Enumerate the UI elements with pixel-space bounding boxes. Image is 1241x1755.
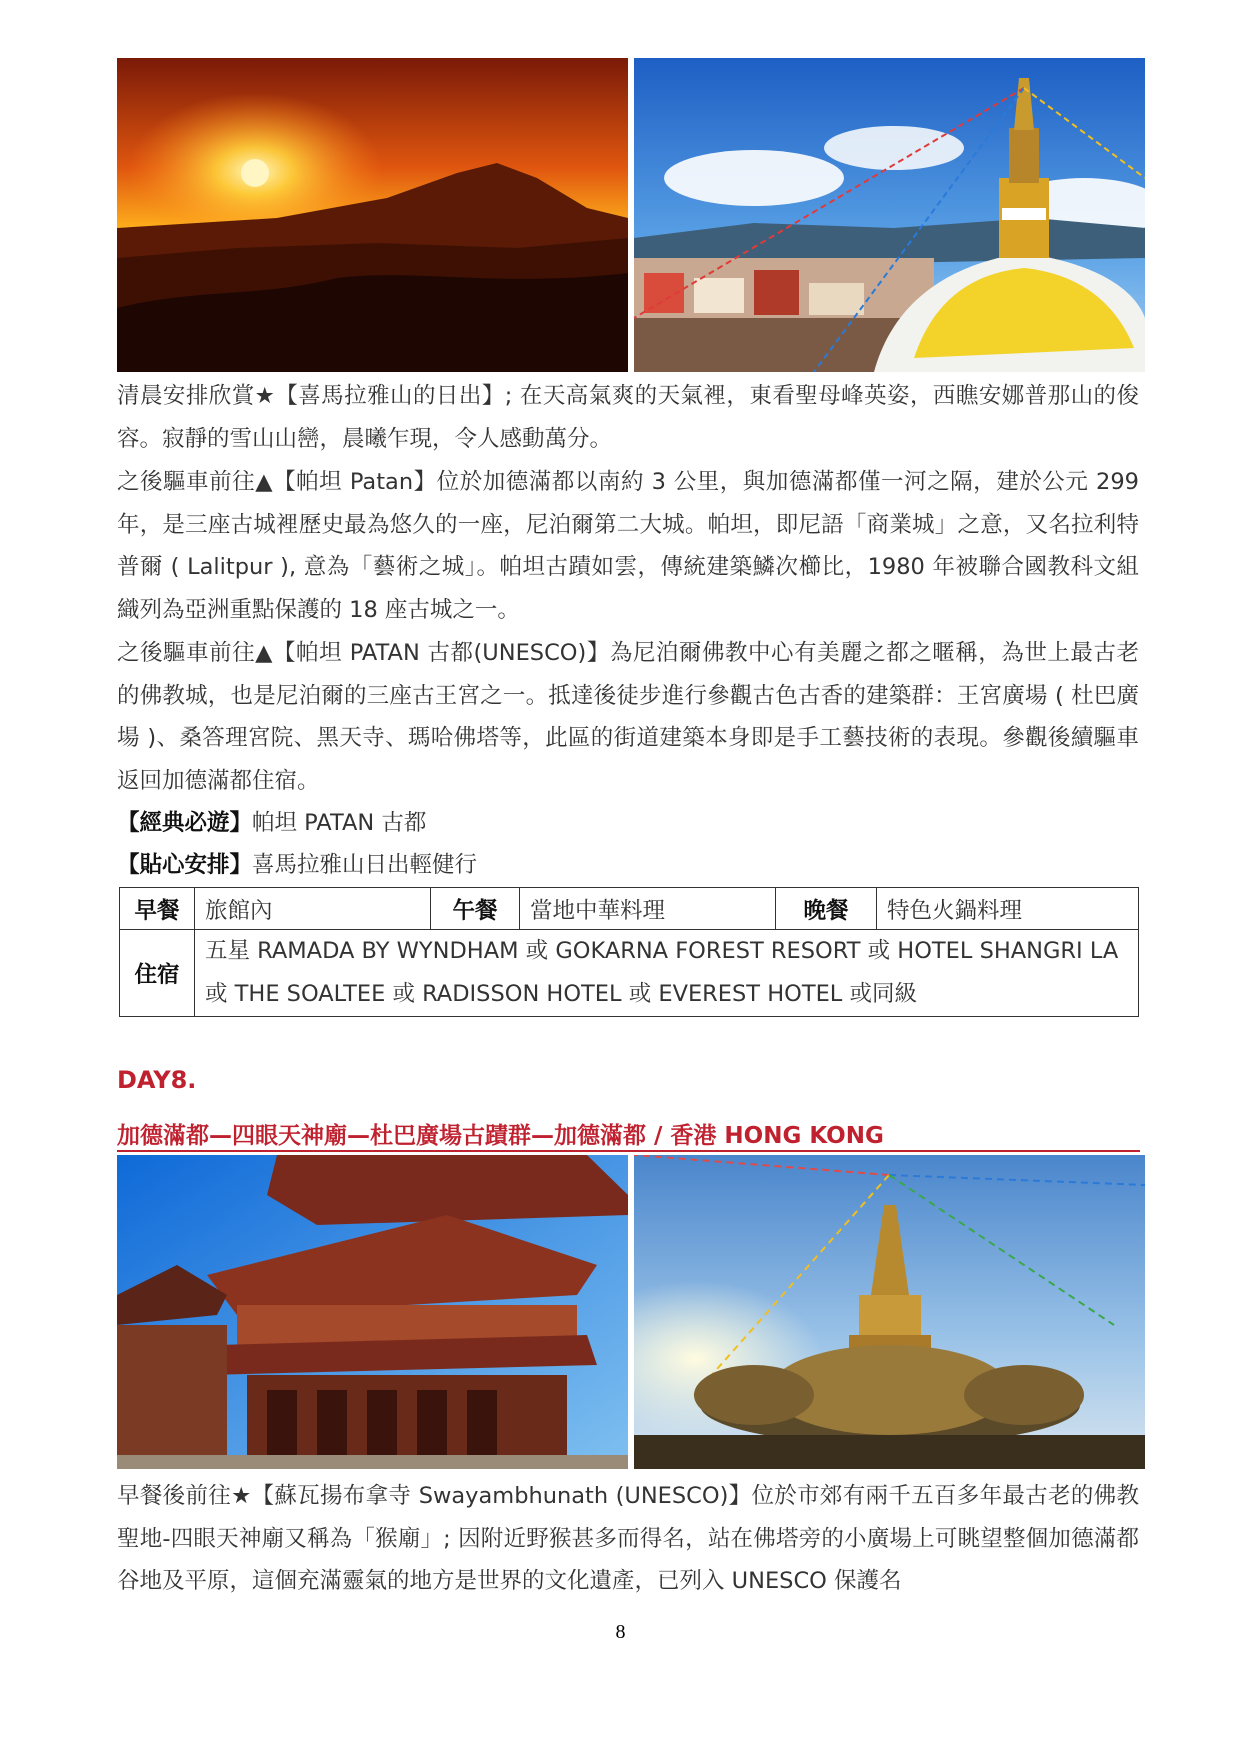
durbar-square-temple-photo [117, 1155, 628, 1469]
swayambhunath-stupa-photo [634, 1155, 1145, 1469]
page-number: 8 [615, 1621, 626, 1643]
day8-route: 加德滿都—四眼天神廟—杜巴廣場古蹟群—加德滿都 / 香港 HONG KONG [117, 1123, 884, 1149]
day8-paragraph-swayambhunath: 早餐後前往★【蘇瓦揚布拿寺 Swayambhunath (UNESCO)】位於市郊有兩千五百多年最古老的佛教聖地-四眼天神廟又稱為「猴廟」; 因附近野猴甚多而得名，站在佛塔旁的小廣場上可眺望整個加德滿都谷地及平原，這個充滿靈氣的地方是世界的文化遺產，已列入 UNESCO 保護名 [117, 1483, 1139, 1595]
highlight-label: 【經典必遊】 [117, 810, 253, 836]
dinner-value: 特色火鍋料理 [877, 888, 1139, 930]
arrangement-line [117, 844, 477, 886]
mountain-sunrise-photo [117, 58, 628, 372]
day8-title: DAY8. [117, 1066, 197, 1094]
dinner-label: 晚餐 [776, 888, 877, 930]
arrangement-label: 【貼心安排】 [117, 852, 253, 878]
meal-lodging-table [119, 887, 1139, 1017]
meal-row [120, 888, 1139, 930]
lunch-value: 當地中華料理 [520, 888, 776, 930]
route-divider [117, 1150, 1140, 1152]
highlight-line [117, 802, 426, 844]
lodging-row [120, 930, 1139, 1017]
day7-paragraph-patan: 之後驅車前往▲【帕坦 Patan】位於加德滿都以南約 3 公里，與加德滿都僅一河之隔，建於公元 299 年，是三座古城裡歷史最為悠久的一座，尼泊爾第二大城。帕坦，即尼語「商業城」之意，又名拉利特普爾 ( Lalitpur ), 意為「藝術之城」。帕坦古蹟如雲，傳統建築鱗次櫛比，1980 年被聯合國教科文組織列為亞洲重點保護的 18 座古城之一。 [117, 469, 1139, 623]
boudhanath-stupa-photo [634, 58, 1145, 372]
lodging-label: 住宿 [120, 930, 195, 1017]
lodging-value: 五星 RAMADA BY WYNDHAM 或 GOKARNA FOREST RESORT 或 HOTEL SHANGRI LA 或 THE SOALTEE 或 RADISSON HOTEL 或 EVEREST HOTEL 或同級 [195, 930, 1139, 1017]
breakfast-label: 早餐 [120, 888, 195, 930]
arrangement-value: 喜馬拉雅山日出輕健行 [252, 852, 478, 878]
lunch-label: 午餐 [431, 888, 520, 930]
day7-paragraph-patan-old-city: 之後驅車前往▲【帕坦 PATAN 古都(UNESCO)】為尼泊爾佛教中心有美麗之都之暱稱，為世上最古老的佛教城，也是尼泊爾的三座古王宮之一。抵達後徒步進行參觀古色古香的建築群：王宮廣場 ( 杜巴廣場 )、桑答理宮院、黑天寺、瑪哈佛塔等，此區的街道建築本身即是手工藝技術的表現。參觀後續驅車返回加德滿都住宿。 [117, 640, 1139, 794]
day7-paragraph-sunrise: 清晨安排欣賞★【喜馬拉雅山的日出】; 在天高氣爽的天氣裡，東看聖母峰英姿，西瞧安娜普那山的俊容。寂靜的雪山山巒，晨曦乍現，令人感動萬分。 [117, 383, 1139, 452]
breakfast-value: 旅館內 [195, 888, 431, 930]
highlight-value: 帕坦 PATAN 古都 [252, 810, 427, 836]
